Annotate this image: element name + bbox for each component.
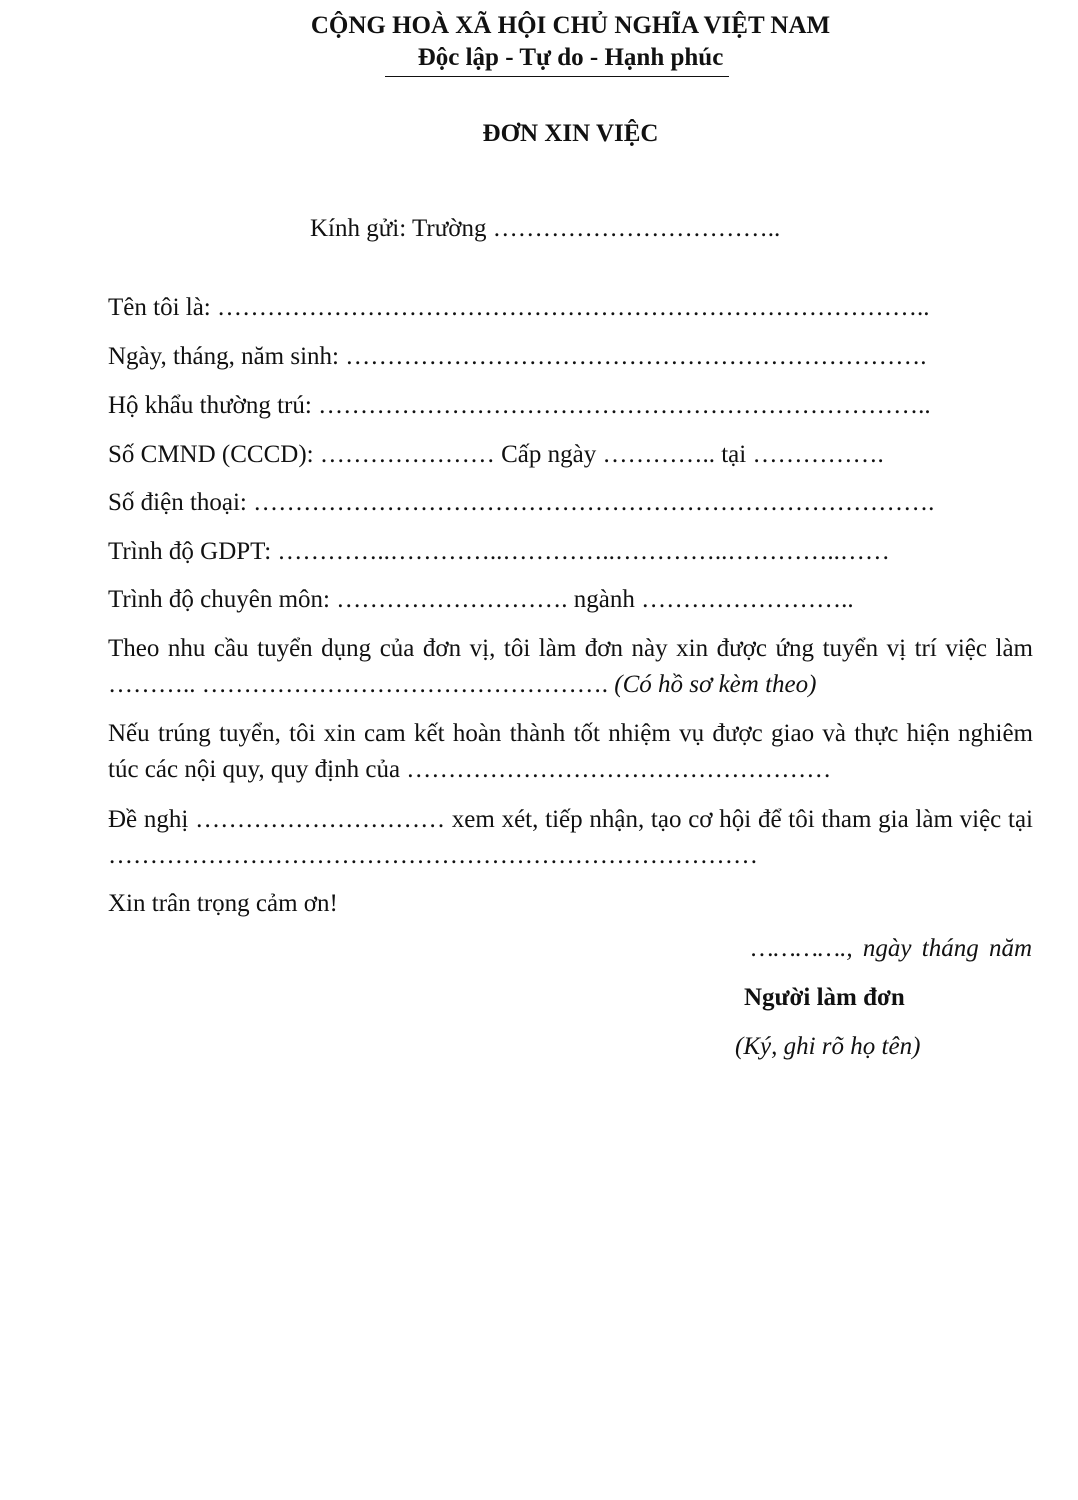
field-phone: Số điện thoại: ………………………………………………………………………. xyxy=(108,489,935,516)
signer-title: Người làm đơn xyxy=(744,984,905,1011)
motto-underline xyxy=(385,76,729,77)
recipient-line: Kính gửi: Trường …………………………….. xyxy=(310,215,781,242)
national-motto: Độc lập - Tự do - Hạnh phúc xyxy=(417,44,724,71)
paragraph-commitment: Nếu trúng tuyển, tôi xin cam kết hoàn thành tốt nhiệm vụ được giao và thực hiện nghiêm túc các nội quy, quy định của …………………………………………… xyxy=(108,720,1033,783)
paragraph-application xyxy=(108,631,1033,703)
paragraph-request: Đề nghị ………………………… xem xét, tiếp nhận, tạo cơ hội để tôi tham gia làm việc tại …………………………………………………………………… xyxy=(108,806,1033,869)
application-text: Theo nhu cầu tuyển dụng của đơn vị, tôi làm đơn này xin được ứng tuyển vị trí việc làm ……….. …………………………………………. xyxy=(108,635,1033,698)
field-residence: Hộ khẩu thường trú: ……………………………………………………………….. xyxy=(108,392,931,419)
date-line: …………., ngày tháng năm xyxy=(751,935,1032,962)
field-full-name: Tên tôi là: ………………………………………………………………………….. xyxy=(108,294,930,321)
field-professional-level: Trình độ chuyên môn: ………………………. ngành …………………….. xyxy=(108,586,854,613)
closing-thanks: Xin trân trọng cảm ơn! xyxy=(108,890,338,917)
attachment-note: (Có hồ sơ kèm theo) xyxy=(614,671,817,698)
signature-note: (Ký, ghi rõ họ tên) xyxy=(735,1033,921,1060)
national-title: CỘNG HOÀ XÃ HỘI CHỦ NGHĨA VIỆT NAM xyxy=(310,12,831,39)
field-id-number: Số CMND (CCCD): ………………… Cấp ngày ………….. tại ……………. xyxy=(108,441,884,468)
field-general-education: Trình độ GDPT: …………..…………..…………..…………..…………..…… xyxy=(108,538,890,565)
field-date-of-birth: Ngày, tháng, năm sinh: ……………………………………………………………. xyxy=(108,343,927,370)
document-title: ĐƠN XIN VIỆC xyxy=(482,120,659,147)
